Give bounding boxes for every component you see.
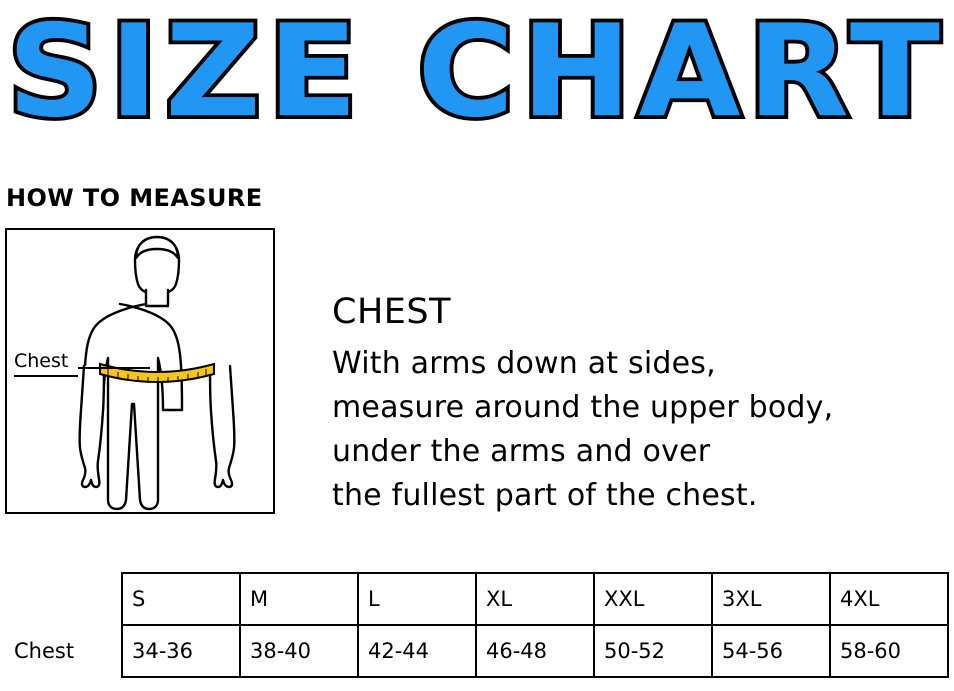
page-title-banner (0, 0, 954, 146)
size-table (5, 572, 949, 678)
table-header-4xl: 4XL (830, 573, 948, 625)
description-heading: CHEST (332, 292, 451, 332)
table-header-l: L (358, 573, 476, 625)
page-title: SIZE CHART (7, 0, 947, 146)
description-line-3: under the arms and over (332, 434, 711, 469)
how-to-measure-heading: HOW TO MEASURE (6, 184, 263, 212)
table-cell-chest-3xl: 54-56 (712, 625, 830, 677)
description-body (332, 342, 947, 518)
table-header-xxl: XXL (594, 573, 712, 625)
table-header-s: S (122, 573, 240, 625)
chest-measure-label: Chest (14, 350, 69, 372)
description-line-4: the fullest part of the chest. (332, 478, 758, 513)
table-row-label-chest: Chest (5, 625, 122, 677)
table-cell-chest-xl: 46-48 (476, 625, 594, 677)
table-header-xl: XL (476, 573, 594, 625)
table-cell-chest-l: 42-44 (358, 625, 476, 677)
table-header-m: M (240, 573, 358, 625)
table-header-3xl: 3XL (712, 573, 830, 625)
description-line-1: With arms down at sides, (332, 346, 716, 381)
table-header-corner (5, 573, 122, 625)
table-cell-chest-s: 34-36 (122, 625, 240, 677)
description-line-2: measure around the upper body, (332, 390, 834, 425)
table-row (5, 625, 948, 677)
table-cell-chest-m: 38-40 (240, 625, 358, 677)
table-header-row (5, 573, 948, 625)
table-cell-chest-4xl: 58-60 (830, 625, 948, 677)
chest-label-underline (14, 375, 78, 377)
table-cell-chest-xxl: 50-52 (594, 625, 712, 677)
chest-leader-line (78, 367, 150, 369)
